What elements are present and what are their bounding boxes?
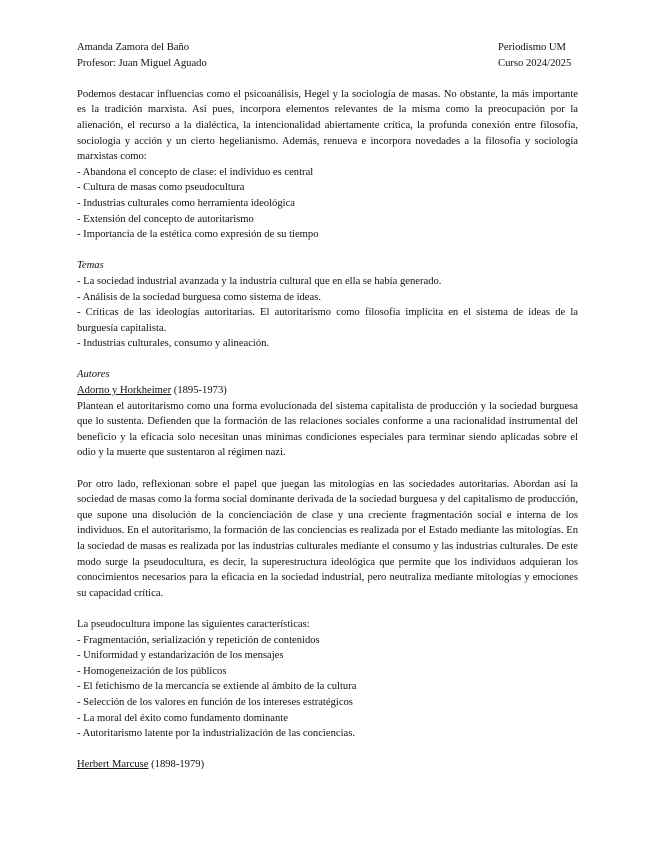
document-page [77,40,578,773]
list-item: - Industrias culturales como herramienta ideológica [77,197,295,209]
list-item: - Industrias culturales, consumo y alineación. [77,338,270,350]
list-item: - El fetichismo de la mercancía se extiende al ámbito de la cultura [77,681,357,693]
list-item: - Importancia de la estética como expresión de su tiempo [77,229,319,241]
list-item: - Uniformidad y estandarización de los mensajes [77,650,284,662]
adorno-paragraph-2: Por otro lado, reflexionan sobre el papel que juegan las mitologías en las sociedades autoritarias. Abordan así la sociedad de masas como la forma social dominante derivada de la sociedad burguesa y del capitalismo de producción, que supone una disolución de la concienciación de clase y una creciente fragmentación social e interna de los individuos. En el autoritarismo, la formación de las conciencias es realizada por el Estado mediante las mitologías. En la sociedad de masas es realizada por las industrias culturales mediante el consumo y las industrias culturales. De este modo surge la pseudocultura, es decir, la superestructura ideológica que permite que los individuos adquieran los conocimientos necesarios para la eficacia en la sociedad industrial, pero neutraliza mediante mitologías y emociones su capacidad crítica. [77,478,578,599]
list-item: - Selección de los valores en función de los intereses estratégicos [77,696,353,708]
author-name-marcuse: Herbert Marcuse [77,759,149,771]
author-name-adorno: Adorno y Horkheimer [77,385,172,397]
list-item: - Autoritarismo latente por la industrialización de las conciencias. [77,728,355,740]
header-row-1 [77,40,578,56]
list-item: - Abandona el concepto de clase: el individuo es central [77,166,314,178]
temas-heading: Temas [77,260,104,272]
header-row-2 [77,56,578,72]
author-name: Amanda Zamora del Baño [77,42,190,53]
list-item: - Fragmentación, serialización y repetición de contenidos [77,634,320,646]
intro-paragraph: Podemos destacar influencias como el psicoanálisis, Hegel y la sociología de masas. No obstante, la más importante es la tradición marxista. Así pues, incorpora elementos relevantes de la misma como la preocupación por la alienación, el recurso a la dialéctica, la intencionalidad abiertamente crítica, la profunda conexión entre filosofía, sociología y acción y un cierto hegelianismo. Además, renueva e incorpora novedades a la filosofía y sociología marxistas como: [77,88,578,163]
professor-name: Profesor: Juan Miguel Aguado [77,57,207,69]
adorno-paragraph-1: Plantean el autoritarismo como una forma evolucionada del sistema capitalista de producción y la sociedad burguesa que lo sustenta. Defienden que la formación de las relaciones sociales conforme a una racionalidad instrumental del beneficio y la eficacia solo necesitan unas mínimas condiciones especiales para terminar siendo aplicadas sobre el odio y la muerte que sustentaron al régimen nazi. [77,400,578,459]
autores-heading: Autores [77,369,110,381]
list-item: - Extensión del concepto de autoritarismo [77,213,254,225]
list-item: - Homogeneización de los públicos [77,665,227,677]
author-years-marcuse: (1898-1979) [148,759,205,771]
author-years-adorno: (1895-1973) [171,385,227,397]
list-item: - La moral del éxito como fundamento dominante [77,712,288,724]
list-item: - Críticas de las ideologías autoritarias. El autoritarismo como filosofía implícita en el sistema de ideas de la burguesía capitalista. [77,307,578,334]
adorno-paragraph-3: La pseudocultura impone las siguientes características: [77,618,310,630]
author-heading-adorno [77,383,578,399]
course-year: Curso 2024/2025 [498,57,572,69]
list-item: - Cultura de masas como pseudocultura [77,182,245,194]
author-heading-marcuse [77,757,578,773]
list-item: - La sociedad industrial avanzada y la industria cultural que en ella se había generado. [77,275,442,287]
subject-name: Periodismo UM [498,42,566,53]
list-item: - Análisis de la sociedad burguesa como sistema de ideas. [77,291,321,303]
